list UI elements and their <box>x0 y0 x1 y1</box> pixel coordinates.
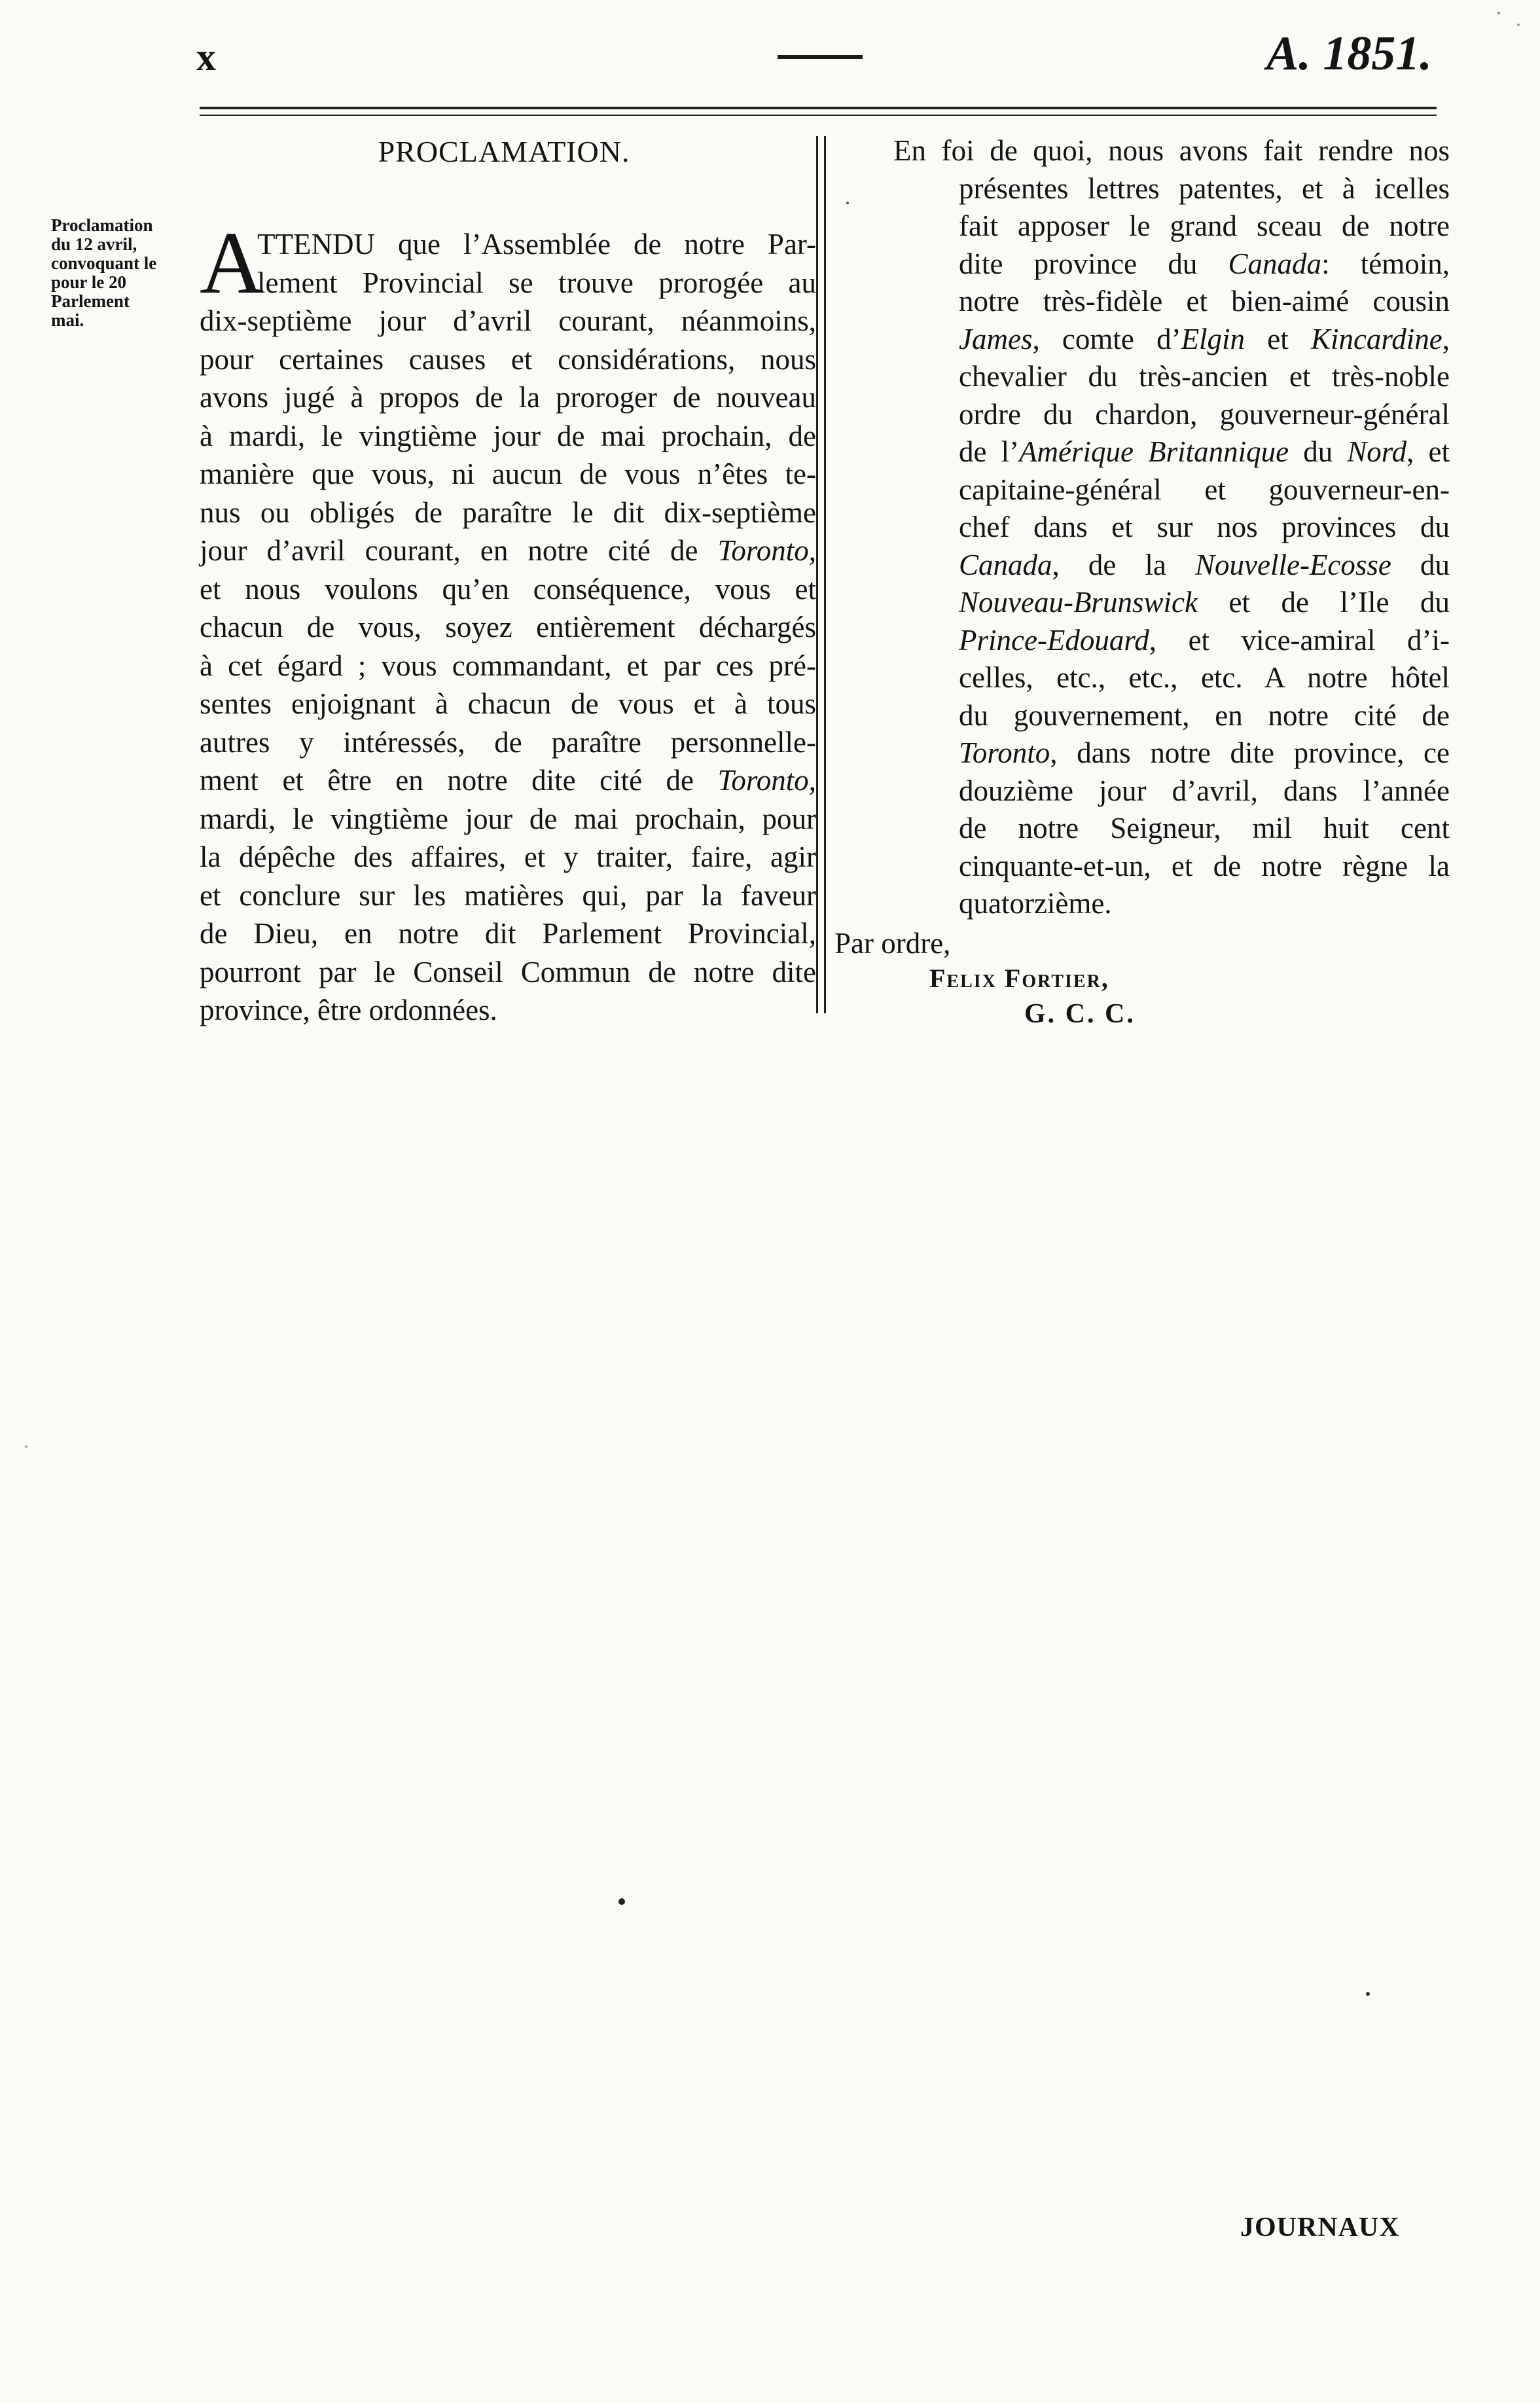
body-line: ment et être en notre dite cité de Toronto, <box>200 764 816 797</box>
body-line: capitaine-général et gouverneur-en- <box>959 473 1450 506</box>
body-line: Prince-Edouard, et vice-amiral d’i- <box>959 623 1450 657</box>
margin-note-line: pour le 20 <box>51 272 127 292</box>
body-line: sentes enjoignant à chacun de vous et à tous <box>200 687 816 720</box>
body-line: Canada, de la Nouvelle-Ecosse du <box>959 548 1450 581</box>
body-line: avons jugé à propos de la proroger de nouveau <box>200 381 816 414</box>
body-line: la dépêche des affaires, et y traiter, faire, agir <box>200 840 816 873</box>
body-line: TTENDU que l’Assemblée de notre Par- <box>257 228 816 261</box>
body-line: de l’Amérique Britannique du Nord, et <box>959 435 1450 468</box>
body-line: de notre Seigneur, mil huit cent <box>959 812 1450 844</box>
body-line: ordre du chardon, gouverneur-général <box>959 397 1450 431</box>
body-line: à cet égard ; vous commandant, et par ces pré- <box>200 649 816 682</box>
body-line: jour d’avril courant, en notre cité de Toronto, <box>200 534 816 567</box>
drop-cap: A <box>200 214 264 312</box>
body-line: du gouvernement, en notre cité de <box>959 698 1450 732</box>
margin-note-line: mai. <box>51 310 84 330</box>
proclamation-title: PROCLAMATION. <box>378 135 630 168</box>
body-line: pour certaines causes et considérations, nous <box>200 342 816 376</box>
body-line: notre très-fidèle et bien-aimé cousin <box>959 285 1450 317</box>
body-line: Nouveau-Brunswick et de l’Ile du <box>959 586 1450 619</box>
body-line: et nous voulons qu’en conséquence, vous et <box>200 572 816 605</box>
body-line: nus ou obligés de paraître le dit dix-septième <box>200 496 816 529</box>
margin-note-line: Parlement <box>51 291 130 311</box>
body-line: à mardi, le vingtième jour de mai prochain, de <box>200 419 816 452</box>
body-line: présentes lettres patentes, et à icelles <box>959 172 1450 205</box>
body-line: chevalier du très-ancien et très-noble <box>959 360 1450 393</box>
body-line: chef dans et sur nos provinces du <box>959 511 1450 543</box>
signatory-name: Felix Fortier, <box>929 964 1109 993</box>
body-line: province, être ordonnées. <box>200 994 497 1026</box>
body-line: de Dieu, en notre dit Parlement Provincial, <box>200 917 816 950</box>
margin-note-line: du 12 avril, <box>51 234 137 254</box>
body-line: James, comte d’Elgin et Kincardine, <box>959 322 1450 355</box>
body-line: autres y intéressés, de paraître personnelle- <box>200 725 816 759</box>
catchword: JOURNAUX <box>1240 2213 1400 2243</box>
body-line: douzième jour d’avril, dans l’année <box>959 774 1450 807</box>
body-line: En foi de quoi, nous avons fait rendre nos <box>893 134 1450 167</box>
body-line: et conclure sur les matières qui, par la faveur <box>200 878 816 912</box>
margin-note-line: Proclamation <box>51 215 153 235</box>
body-line: mardi, le vingtième jour de mai prochain, pour <box>200 802 816 835</box>
body-line: pourront par le Conseil Commun de notre dite <box>200 955 816 988</box>
margin-note-line: convoquant le <box>51 253 157 273</box>
body-line: dite province du Canada: témoin, <box>959 247 1450 280</box>
body-line: chacun de vous, soyez entièrement déchargés <box>200 611 816 643</box>
body-line: quatorzième. <box>959 887 1112 920</box>
body-line: manière que vous, ni aucun de vous n’êtes te- <box>200 458 816 490</box>
body-line: Toronto, dans notre dite province, ce <box>959 736 1450 769</box>
body-line: lement Provincial se trouve prorogée au <box>257 266 816 299</box>
body-line: fait apposer le grand sceau de notre <box>959 209 1450 242</box>
par-ordre: Par ordre, <box>834 927 951 960</box>
body-line: dix-septième jour d’avril courant, néanmoins, <box>200 304 816 337</box>
body-line: celles, etc., etc., etc. A notre hôtel <box>959 661 1450 694</box>
signatory-title: G. C. C. <box>1024 999 1136 1029</box>
volume-label: A. 1851. <box>1266 27 1432 81</box>
body-line: cinquante-et-un, et de notre règne la <box>959 849 1450 882</box>
page-number: x <box>196 35 216 79</box>
